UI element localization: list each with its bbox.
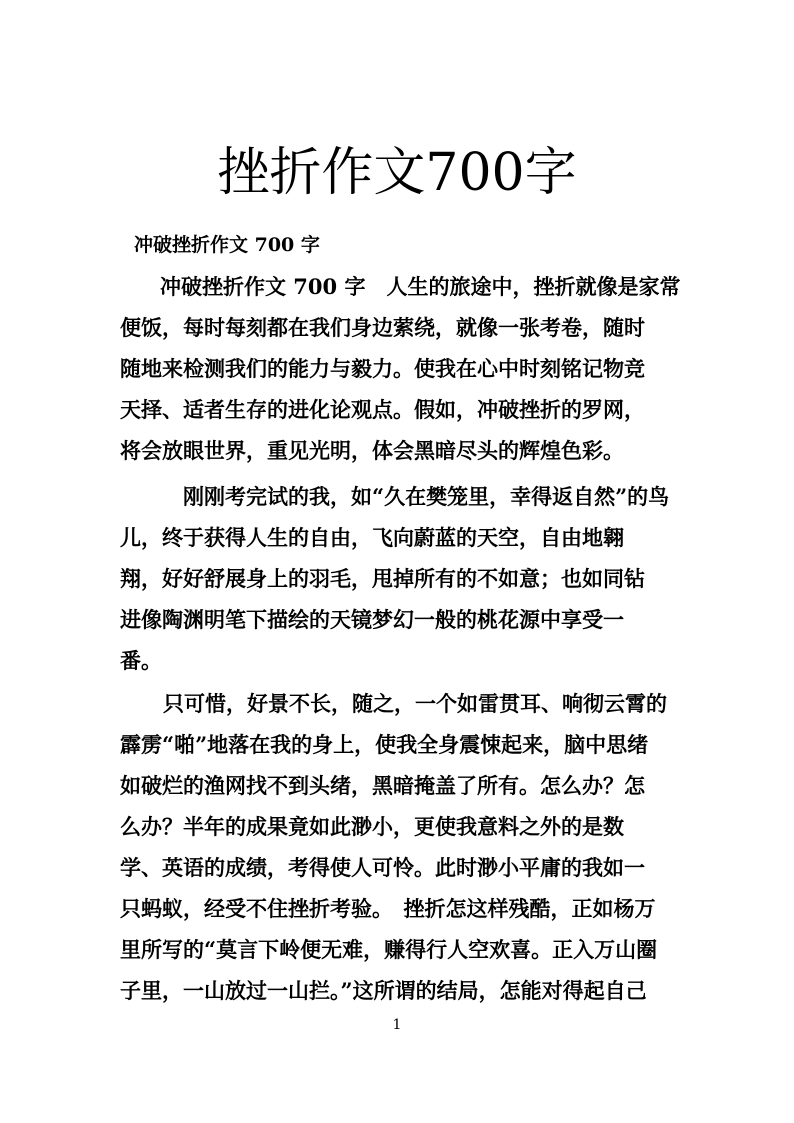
body-line: 翔，好好舒展身上的羽毛，甩掉所有的不如意；也如同钻 <box>120 566 645 591</box>
body-line: 如破烂的渔网找不到头绪，黑暗掩盖了所有。怎么办？怎 <box>120 773 645 798</box>
body-line: 里所写的“莫言下岭便无难，赚得行人空欢喜。正入万山圈 <box>120 937 658 962</box>
body-line: 儿，终于获得人生的自由，飞向蔚蓝的天空，自由地翱 <box>120 525 624 550</box>
body-line: 学、英语的成绩，考得使人可怜。此时渺小平庸的我如一 <box>120 855 645 880</box>
body-line: 刚刚考完试的我，如“久在樊笼里，幸得返自然”的鸟 <box>183 484 670 509</box>
page-title: 挫折作文700字 <box>217 143 577 203</box>
page-number: 1 <box>392 1017 402 1033</box>
article-subtitle: 冲破挫折作文 700 字 <box>134 234 320 256</box>
body-line: 霹雳“啪”地落在我的身上，使我全身震悚起来，脑中思绪 <box>120 732 649 757</box>
body-line: 么办？半年的成果竟如此渺小，更使我意料之外的是数 <box>120 814 624 839</box>
body-line: 将会放眼世界，重见光明，体会黑暗尽头的辉煌色彩。 <box>120 438 624 463</box>
body-line: 子里，一山放过一山拦。”这所谓的结局，怎能对得起自己 <box>120 978 647 1003</box>
body-line: 随地来检测我们的能力与毅力。使我在心中时刻铭记物竞 <box>120 356 645 381</box>
body-line: 天择、适者生存的进化论观点。假如，冲破挫折的罗网， <box>120 397 645 422</box>
body-line: 只可惜，好景不长，随之，一个如雷贯耳、响彻云霄的 <box>163 691 667 716</box>
body-line: 只蚂蚁，经受不住挫折考验。 挫折怎这样残酷，正如杨万 <box>120 896 656 921</box>
body-line: 番。 <box>120 648 162 673</box>
body-line: 便饭，每时每刻都在我们身边萦绕，就像一张考卷，随时 <box>120 315 645 340</box>
body-line: 冲破挫折作文 700 字 人生的旅途中，挫折就像是家常 <box>160 274 681 299</box>
body-line: 进像陶渊明笔下描绘的天镜梦幻一般的桃花源中享受一 <box>120 607 624 632</box>
